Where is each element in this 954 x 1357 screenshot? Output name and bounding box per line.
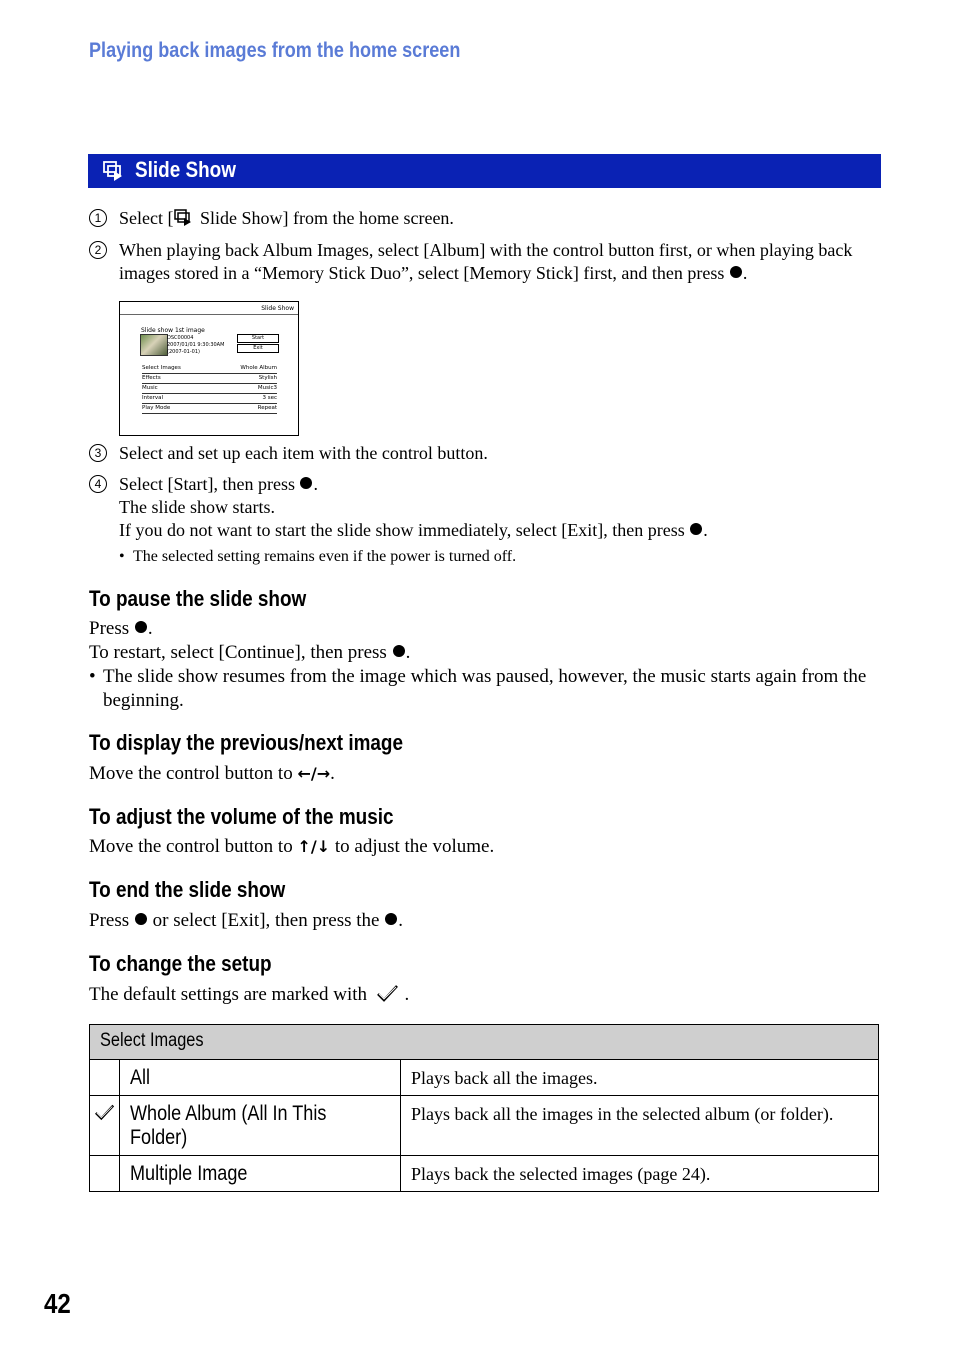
step-number: 4 [89, 475, 107, 493]
meta-line: (2007-01-01) [167, 349, 200, 355]
option-description: Plays back all the images in the selected album (or folder). [411, 1104, 834, 1124]
settings-row: Select Images Whole Album [142, 364, 277, 374]
slideshow-icon [173, 209, 195, 227]
step-text: Slide Show] from the home screen. [195, 208, 454, 228]
default-marker-cell [90, 1156, 120, 1192]
center-button-icon [730, 266, 742, 278]
table-header: Select Images [100, 1030, 204, 1051]
period: . [742, 263, 748, 283]
screen-heading: Slide show 1st image [141, 327, 205, 334]
center-button-icon [385, 913, 397, 925]
step-number: 1 [89, 209, 107, 227]
volume-text: Move the control button to ↑/↓ to adjust the volume. [89, 836, 495, 857]
section-title: Slide Show [135, 157, 236, 182]
heading-prevnext: To display the previous/next image [89, 730, 404, 755]
table-row [90, 1156, 879, 1192]
default-check-icon [376, 983, 400, 1003]
pause-bullet: • The slide show resumes from the image which was paused, however, the music starts again from the beginning. [89, 665, 879, 713]
heading-end: To end the slide show [89, 877, 286, 902]
start-button: Start [237, 334, 279, 343]
default-marker-cell [90, 1060, 120, 1096]
screen-title: Slide Show [261, 305, 294, 312]
step-text: When playing back Album Images, select [Album] with the control button first, or when playing back images stored in a “Memory Stick Duo”, select [Memory Stick] first, and then press [119, 240, 853, 283]
table-row [90, 1060, 879, 1096]
table-header-row [90, 1025, 879, 1060]
end-text: Press or select [Exit], then press the . [89, 910, 403, 931]
step-4 [89, 473, 884, 542]
table-row [90, 1096, 879, 1156]
image-thumbnail [140, 334, 168, 356]
heading-pause: To pause the slide show [89, 586, 307, 611]
meta-line: DSC00004 [167, 335, 194, 341]
left-right-arrows-icon: ←/→ [297, 764, 331, 783]
center-button-icon [135, 621, 147, 633]
section-title-band [88, 154, 881, 188]
default-marker-cell [90, 1096, 120, 1156]
step-2 [89, 239, 884, 285]
option-label: All [130, 1066, 151, 1089]
slideshow-icon [102, 160, 124, 182]
step-text: If you do not want to start the slide show immediately, select [Exit], then press [119, 520, 685, 540]
exit-button: Exit [237, 344, 279, 353]
default-check-icon [94, 1102, 116, 1122]
settings-row: Effects Stylish [142, 374, 277, 384]
option-label: Multiple Image [130, 1162, 248, 1185]
step-3 [89, 442, 884, 465]
center-button-icon [690, 523, 702, 535]
setup-text: The default settings are marked with . [89, 984, 410, 1005]
step-text: Select [ [119, 208, 174, 228]
center-button-icon [300, 477, 312, 489]
heading-volume: To adjust the volume of the music [89, 804, 394, 829]
heading-setup: To change the setup [89, 951, 272, 976]
prevnext-text: Move the control button to ←/→. [89, 763, 335, 784]
image-meta [167, 335, 224, 356]
period: . [313, 474, 318, 494]
settings-row: Music Music3 [142, 384, 277, 394]
center-button-icon [393, 645, 405, 657]
center-button-icon [135, 913, 147, 925]
step-number: 2 [89, 241, 107, 259]
step-text: Select [Start], then press [119, 474, 295, 494]
settings-row: Play Mode Repeat [142, 404, 277, 414]
option-description: Plays back all the images. [411, 1068, 598, 1088]
option-description: Plays back the selected images (page 24). [411, 1164, 711, 1184]
pause-text: Press . To restart, select [Continue], then press . • The slide show resumes from the image which was paused, however, the music starts again from the beginning. [89, 617, 879, 713]
meta-line: 2007/01/01 9:30:30AM [167, 342, 225, 348]
section-header: Playing back images from the home screen [89, 39, 461, 62]
up-down-arrows-icon: ↑/↓ [297, 837, 331, 856]
divider [120, 314, 298, 315]
step-text: The slide show starts. [119, 497, 275, 517]
step-number: 3 [89, 444, 107, 462]
note-text: The selected setting remains even if the power is turned off. [133, 548, 517, 565]
period: . [703, 520, 708, 540]
step-4-note [119, 548, 516, 566]
settings-list [142, 364, 277, 414]
page-number: 42 [44, 1288, 71, 1319]
settings-row: Interval 3 sec [142, 394, 277, 404]
option-label: Whole Album (All In This Folder) [130, 1102, 327, 1149]
step-text: Select and set up each item with the control button. [119, 443, 488, 463]
settings-table [89, 1024, 879, 1192]
step-1 [89, 207, 884, 230]
slideshow-screen-image [119, 301, 299, 436]
